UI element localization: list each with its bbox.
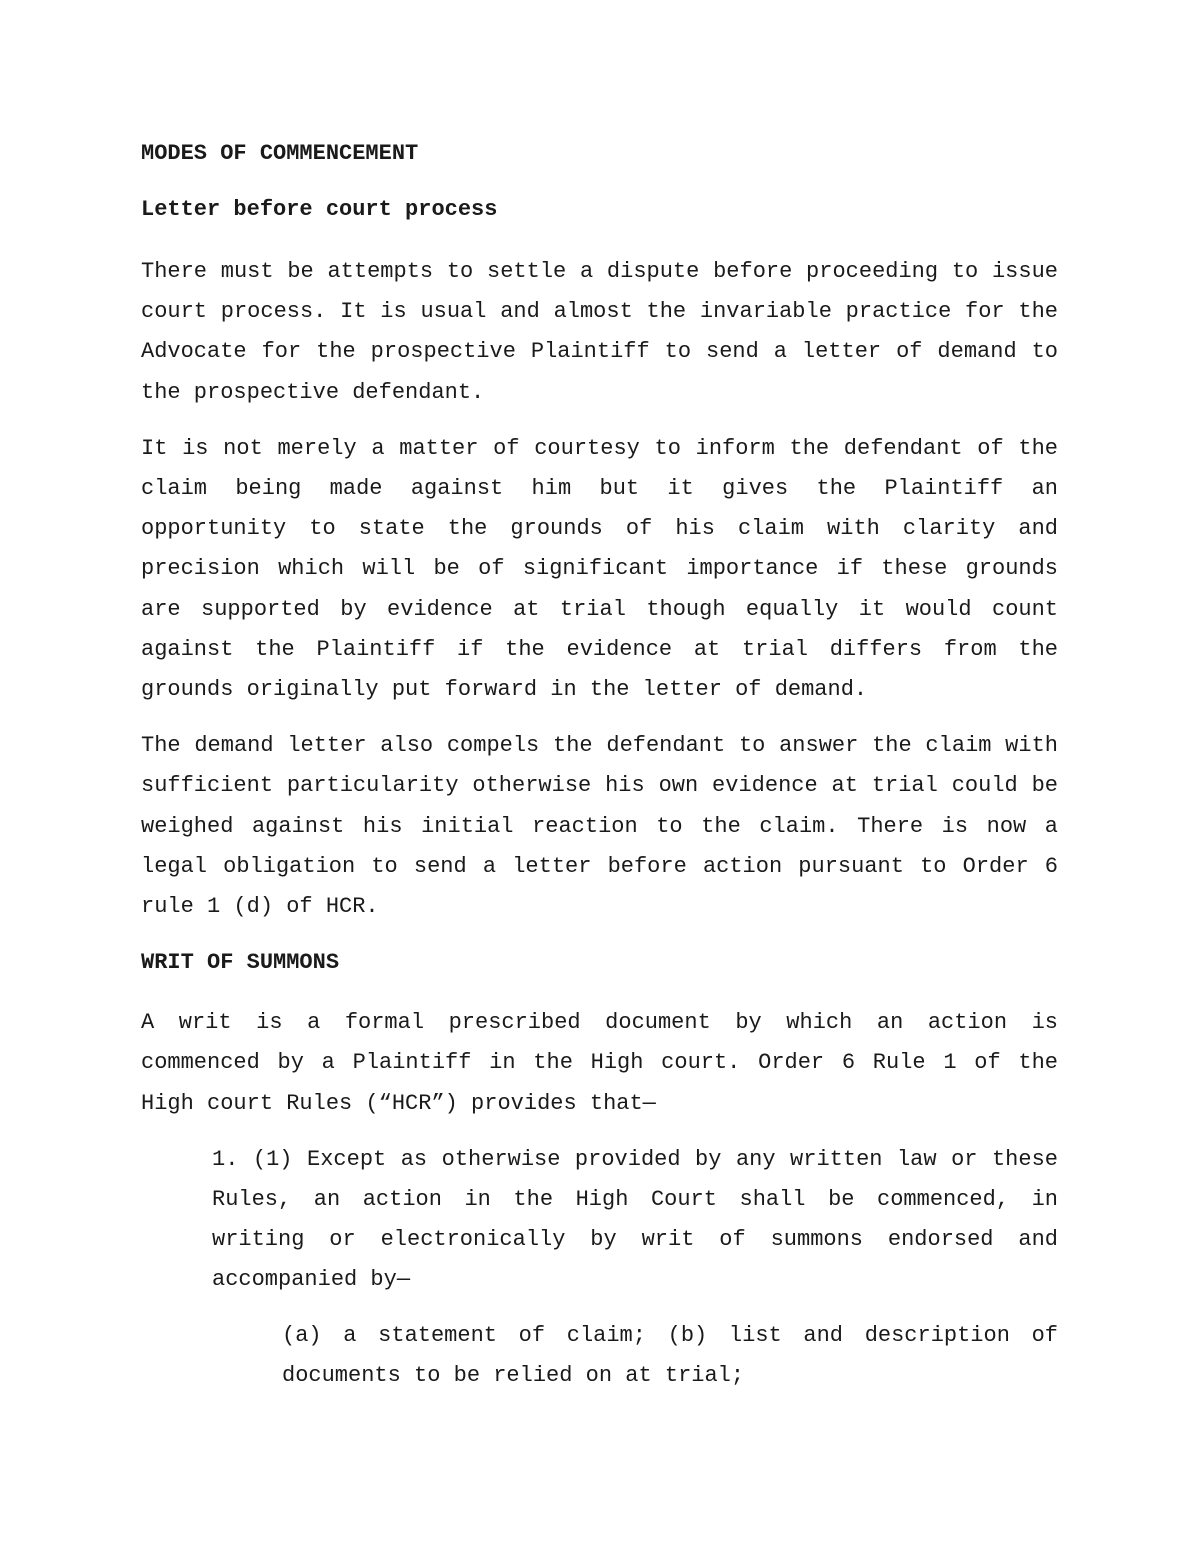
- paragraph-writ-definition: A writ is a formal prescribed document by which an action is commenced by a Plaintiff in the High court. Order 6 Rule 1 of the High court Rules (“HCR”) provides that—: [141, 1010, 1058, 1116]
- document-body: [141, 140, 1058, 1396]
- rule-subitems: (a) a statement of claim; (b) list and description of documents to be relied on at trial;: [282, 1322, 1058, 1388]
- paragraph-settle-dispute: There must be attempts to settle a dispute before proceeding to issue court process. It is usual and almost the invariable practice for the Advocate for the prospective Plaintiff to send a letter of demand to the prospective defendant.: [141, 259, 1058, 405]
- subheading-letter-before-court: Letter before court process: [141, 197, 498, 222]
- rule-quote: 1. (1) Except as otherwise provided by any written law or these Rules, an action in the High Court shall be commenced, in writing or electronically by writ of summons endorsed and accompanied by—: [212, 1146, 1058, 1292]
- paragraph-courtesy: It is not merely a matter of courtesy to inform the defendant of the claim being made against him but it gives the Plaintiff an opportunity to state the grounds of his claim with clarity and precision which will be of significant importance if these grounds are supported by evidence at trial though equally it would count against the Plaintiff if the evidence at trial differs from the grounds originally put forward in the letter of demand.: [141, 435, 1058, 703]
- section-heading-modes: MODES OF COMMENCEMENT: [141, 141, 419, 166]
- paragraph-demand-letter: The demand letter also compels the defendant to answer the claim with sufficient particularity otherwise his own evidence at trial could be weighed against his initial reaction to the claim. There is now a legal obligation to send a letter before action pursuant to Order 6 rule 1 (d) of HCR.: [141, 733, 1058, 920]
- section-heading-writ: WRIT OF SUMMONS: [141, 950, 340, 976]
